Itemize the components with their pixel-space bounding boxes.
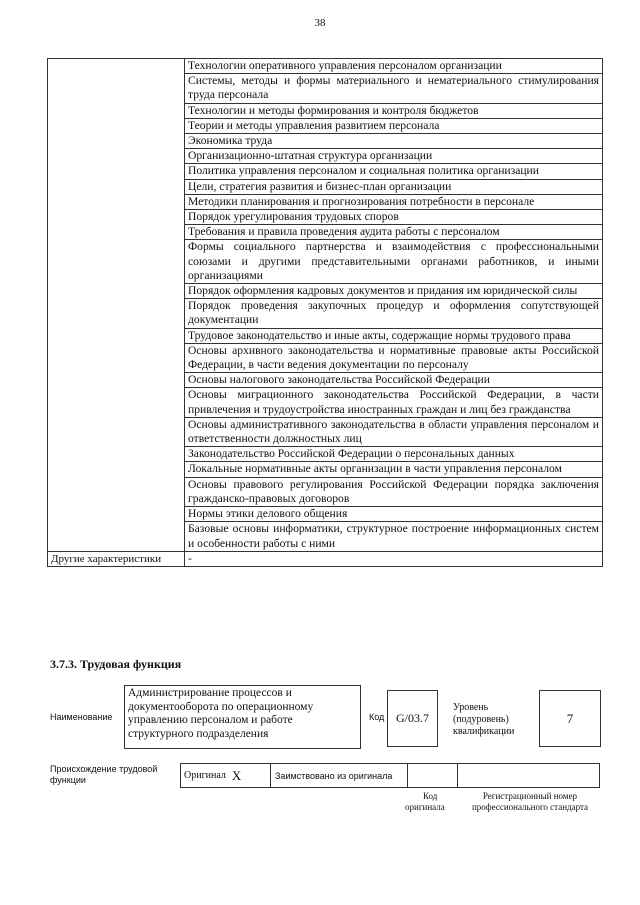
knowledge-item: Трудовое законодательство и иные акты, содержащие нормы трудового права	[185, 328, 603, 343]
knowledge-item: Основы административного законодательства в области управления персоналом и ответственности должностных лиц	[185, 417, 603, 446]
footer-reg-label: Регистрационный номер профессионального стандарта	[471, 791, 589, 812]
knowledge-item: Формы социального партнерства и взаимодействия с профессиональными союзами и другими представительными органами работников, и иными организациями	[185, 240, 603, 284]
knowledge-item: Порядок проведения закупочных процедур и оформления сопутствующей документации	[185, 299, 603, 328]
knowledge-item: Цели, стратегия развития и бизнес-план организации	[185, 179, 603, 194]
original-mark: X	[231, 767, 242, 783]
row-label-empty	[48, 59, 185, 552]
knowledge-item: Требования и правила проведения аудита работы с персоналом	[185, 225, 603, 240]
knowledge-item: Технологии оперативного управления персоналом организации	[185, 59, 603, 74]
knowledge-item: Организационно-штатная структура организации	[185, 149, 603, 164]
code-label: Код	[369, 712, 385, 722]
table-row	[48, 551, 603, 566]
level-box: 7	[539, 690, 601, 747]
name-label: Наименование	[50, 712, 113, 722]
origin-code-cell	[408, 764, 458, 787]
knowledge-item: Технологии и методы формирования и контроля бюджетов	[185, 103, 603, 118]
knowledge-item: Порядок оформления кадровых документов и придания им юридической силы	[185, 284, 603, 299]
section-title: 3.7.3. Трудовая функция	[50, 657, 182, 671]
origin-row	[180, 763, 600, 788]
original-cell	[181, 764, 271, 787]
footer-code-label: Код	[423, 791, 438, 801]
function-code-box: G/03.7	[387, 690, 438, 747]
footer-original-label: оригинала	[405, 802, 445, 812]
knowledge-item: Теории и методы управления развитием персонала	[185, 118, 603, 133]
knowledge-item: Основы налогового законодательства Российской Федерации	[185, 373, 603, 388]
function-name-box: Администрирование процессов и документооборота по операционному управлению персоналом и работе структурного подразделения	[124, 685, 361, 749]
knowledge-item: Методики планирования и прогнозирования потребности в персонале	[185, 194, 603, 209]
page-number: 38	[314, 17, 326, 29]
knowledge-item: Порядок урегулирования трудовых споров	[185, 210, 603, 225]
knowledge-item: Основы правового регулирования Российской Федерации порядка заключения гражданско-правовых договоров	[185, 477, 603, 506]
knowledge-item: Локальные нормативные акты организации в части управления персоналом	[185, 462, 603, 477]
knowledge-item: Законодательство Российской Федерации о персональных данных	[185, 447, 603, 462]
other-characteristics-value: -	[185, 551, 603, 566]
knowledge-item: Основы миграционного законодательства Российской Федерации, в части привлечения и трудоустройства иностранных граждан и лиц без гражданства	[185, 388, 603, 417]
knowledge-item: Политика управления персоналом и социальная политика организации	[185, 164, 603, 179]
knowledge-item: Экономика труда	[185, 134, 603, 149]
level-label: Уровень (подуровень) квалификации	[453, 702, 515, 737]
other-characteristics-label: Другие характеристики	[48, 551, 185, 566]
origin-label: Происхождение трудовой функции	[50, 764, 158, 785]
borrowed-cell: Заимствовано из оригинала	[271, 764, 408, 787]
knowledge-table	[47, 58, 603, 567]
origin-reg-cell	[458, 764, 599, 787]
original-label: Оригинал	[184, 770, 226, 781]
knowledge-item: Системы, методы и формы материального и нематериального стимулирования труда персонала	[185, 74, 603, 103]
knowledge-item: Основы архивного законодательства и нормативные правовые акты Российской Федерации, в части ведения документации по персоналу	[185, 343, 603, 372]
knowledge-item: Базовые основы информатики, структурное построение информационных систем и особенности работы с ними	[185, 522, 603, 551]
knowledge-item: Нормы этики делового общения	[185, 507, 603, 522]
table-row	[48, 59, 603, 74]
